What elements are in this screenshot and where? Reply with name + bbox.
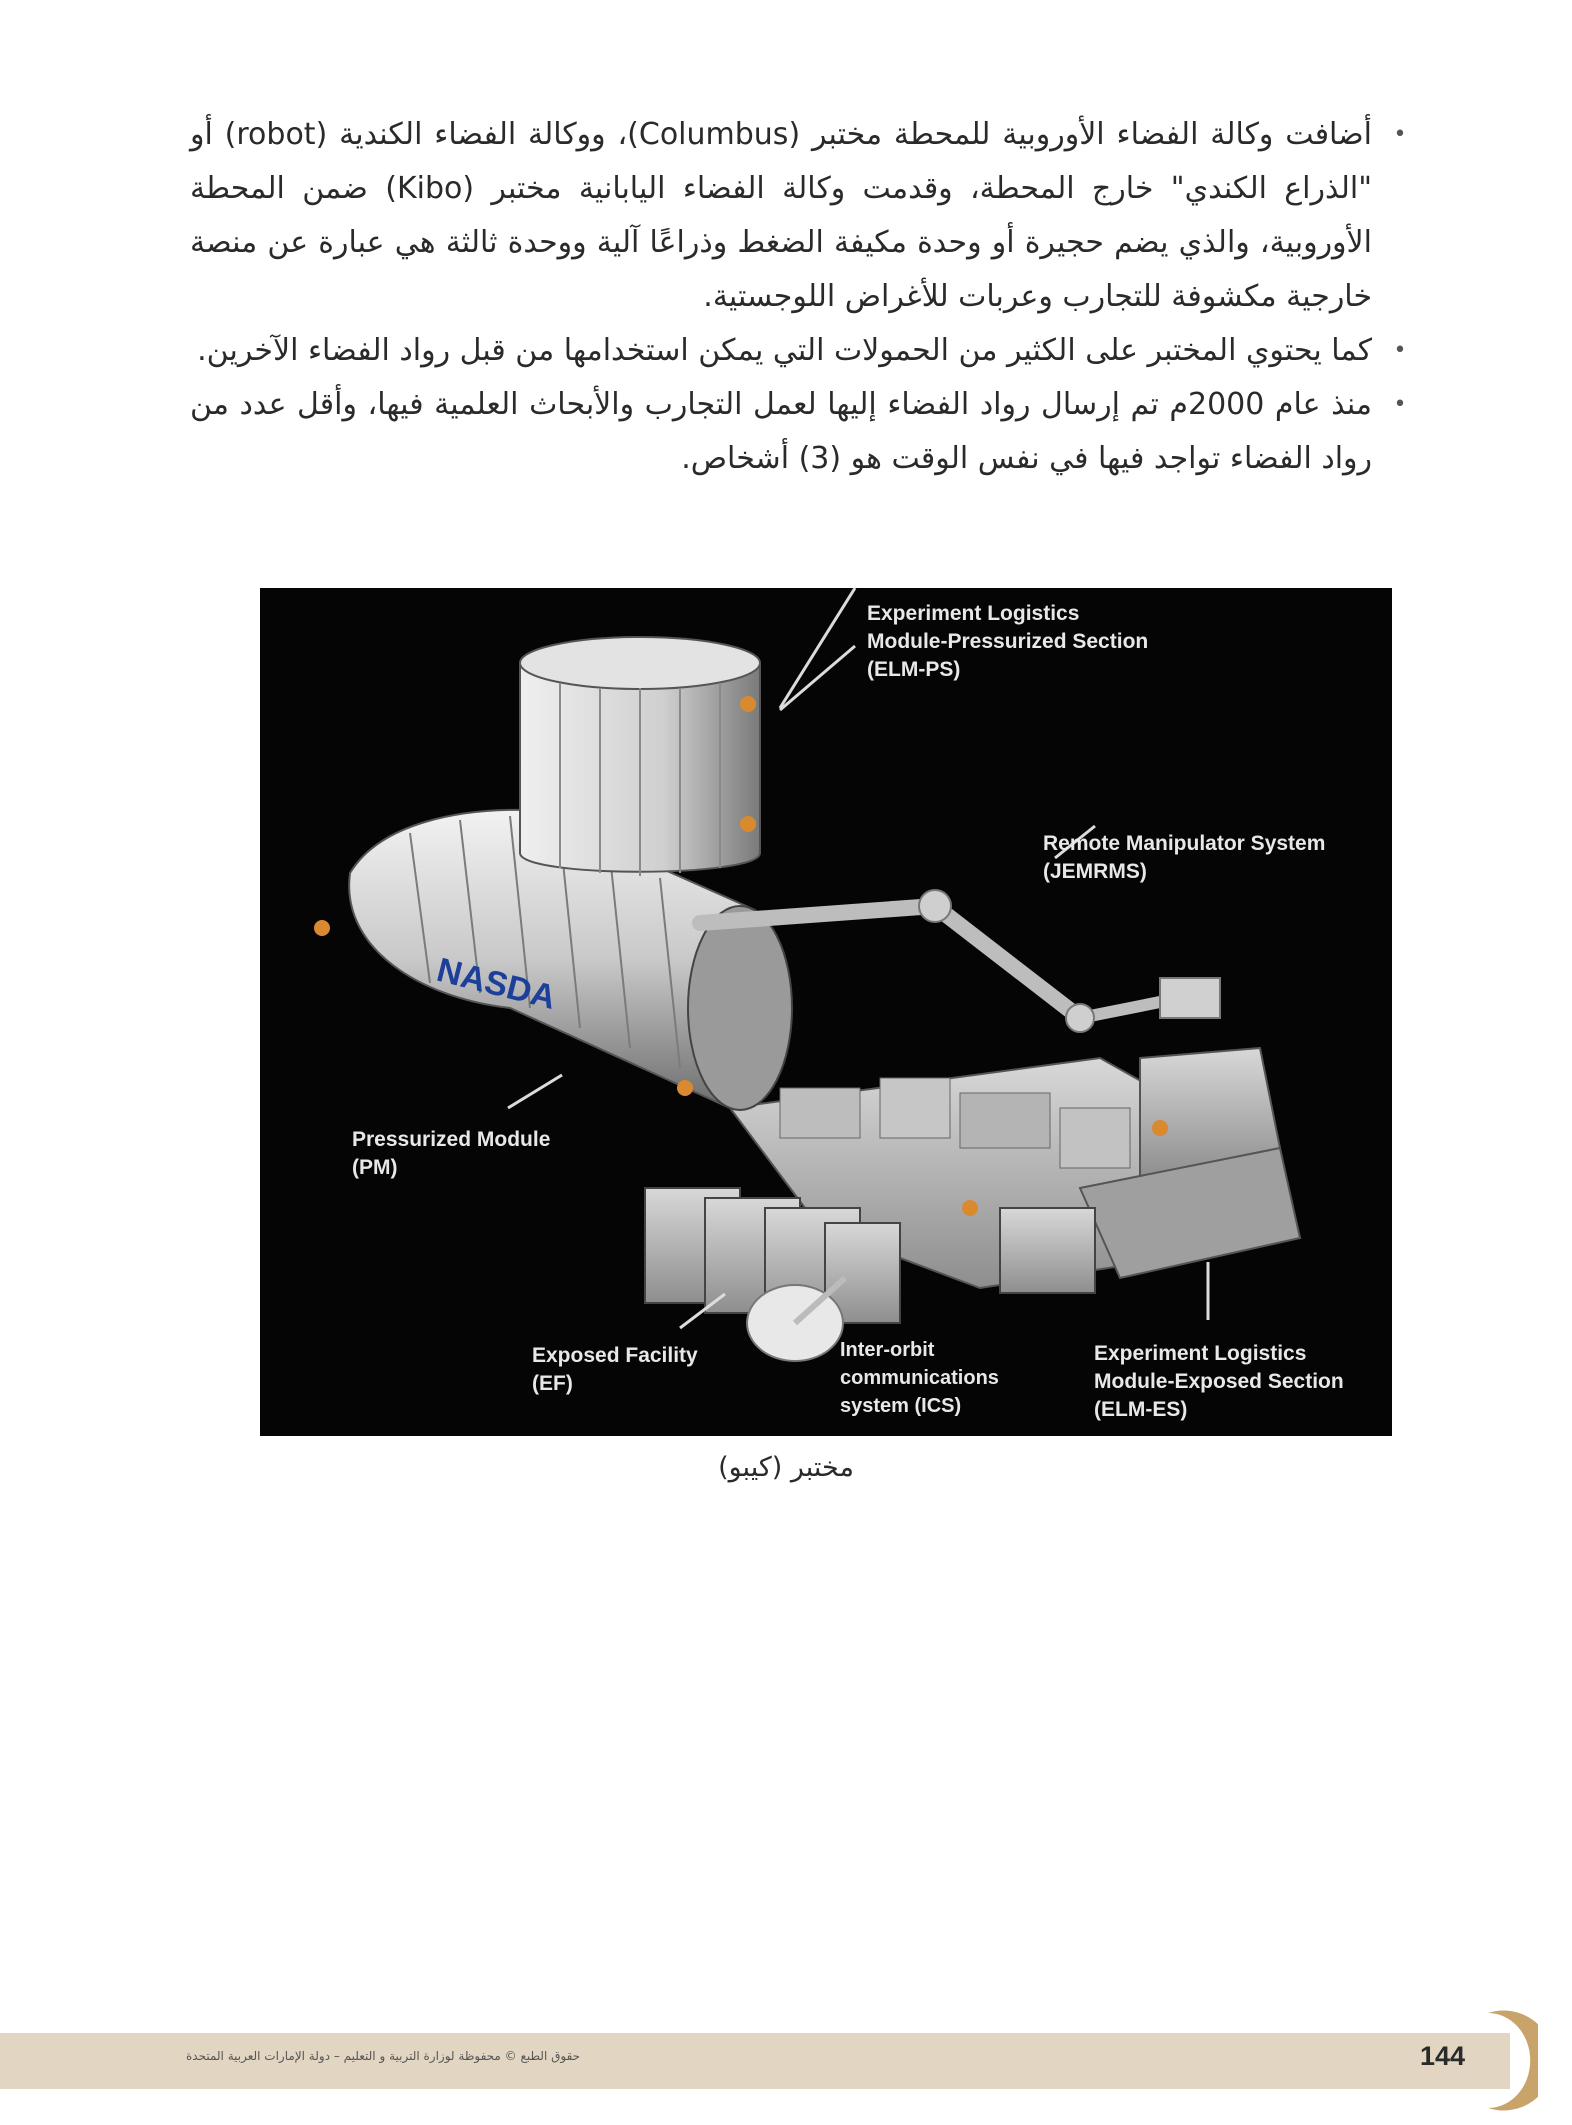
bullet-item bbox=[190, 324, 1410, 378]
bullet-list bbox=[190, 108, 1410, 486]
leader-lines bbox=[780, 588, 855, 708]
bullet-item bbox=[190, 378, 1410, 486]
paragraph-text: أضافت وكالة الفضاء الأوروبية للمحطة مختبر (Columbus)، ووكالة الفضاء الكندية (robot) أو "الذراع الكندي" خارج المحطة، وقدمت وكالة الفضاء اليابانية مختبر (Kibo) ضمن المحطة الأوروبية، والذي يضم حجيرة أو وحدة مكيفة الضغط وذراعًا آلية ووحدة ثالثة هي عبارة عن منصة خارجية مكشوفة للتجارب وعربات للأغراض اللوجستية. bbox=[190, 117, 1373, 314]
bullet-dot: • bbox=[1393, 392, 1407, 417]
crescent-icon bbox=[1468, 2008, 1538, 2113]
label-ics: Inter-orbit communications system (ICS) bbox=[840, 1339, 999, 1417]
kibo-diagram-figure bbox=[260, 588, 1392, 1436]
figure-caption: مختبر (كيبو) bbox=[718, 1452, 854, 1483]
page-number: 144 bbox=[1420, 2041, 1466, 2071]
paragraph-text: كما يحتوي المختبر على الكثير من الحمولات التي يمكن استخدامها من قبل رواد الفضاء الآخرين. bbox=[197, 333, 1372, 368]
kibo-illustration bbox=[260, 588, 1392, 1436]
elm-ps-shape bbox=[520, 637, 760, 876]
nasda-logo: NASDA bbox=[433, 950, 560, 1018]
leader-line-pm bbox=[508, 1075, 562, 1108]
paragraph-text: منذ عام 2000م تم إرسال رواد الفضاء إليها لعمل التجارب والأبحاث العلمية فيها، وأقل عدد من رواد الفضاء تواجد فيها في نفس الوقت هو (3) أشخاص. bbox=[190, 387, 1372, 476]
label-jemrms: Remote Manipulator System (JEMRMS) bbox=[1043, 832, 1326, 883]
label-elm-ps: Experiment Logistics Module-Pressurized Section (ELM-PS) bbox=[867, 602, 1149, 681]
label-ef: Exposed Facility (EF) bbox=[532, 1344, 698, 1395]
label-pm: Pressurized Module (PM) bbox=[352, 1128, 551, 1179]
leader-line-elm-ps bbox=[780, 646, 855, 710]
bullet-dot: • bbox=[1393, 122, 1407, 147]
footer-copyright: حقوق الطبع © محفوظة لوزارة التربية و التعليم – دولة الإمارات العربية المتحدة bbox=[186, 2049, 581, 2063]
bullet-item bbox=[190, 108, 1410, 324]
bullet-dot: • bbox=[1393, 338, 1407, 363]
label-elm-es: Experiment Logistics Module-Exposed Section (ELM-ES) bbox=[1094, 1342, 1344, 1421]
